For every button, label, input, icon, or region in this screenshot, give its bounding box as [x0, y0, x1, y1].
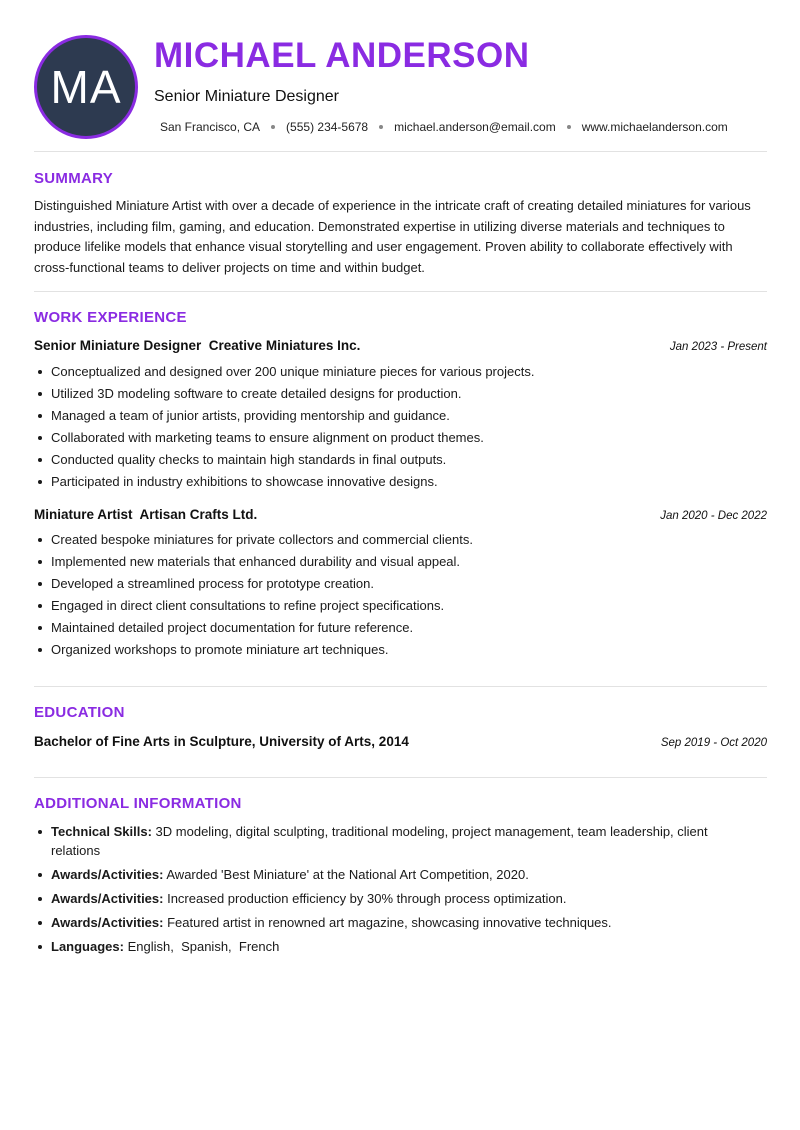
- list-item: Created bespoke miniatures for private collectors and commercial clients.: [34, 529, 767, 551]
- list-item: Developed a streamlined process for prototype creation.: [34, 573, 767, 595]
- item-text: Featured artist in renowned art magazine, showcasing innovative techniques.: [167, 915, 612, 930]
- job-dates: Jan 2023 - Present: [669, 341, 767, 353]
- additional-list: [34, 822, 724, 961]
- job-header: [34, 507, 767, 522]
- list-item: Implemented new materials that enhanced durability and visual appeal.: [34, 551, 767, 573]
- list-item: Conducted quality checks to maintain high standards in final outputs.: [34, 449, 767, 471]
- job-title: Miniature Artist Artisan Crafts Ltd.: [34, 507, 258, 522]
- list-item: Participated in industry exhibitions to showcase innovative designs.: [34, 471, 767, 493]
- contact-line: [160, 120, 728, 134]
- job-header: [34, 338, 767, 353]
- list-item: [34, 913, 724, 932]
- item-text: 3D modeling, digital sculpting, traditional modeling, project management, team leadership, client relations: [51, 824, 708, 858]
- avatar-initials: MA: [50, 61, 122, 113]
- divider: [34, 777, 767, 778]
- list-item: Engaged in direct client consultations to refine project specifications.: [34, 595, 767, 617]
- list-item: Collaborated with marketing teams to ensure alignment on product themes.: [34, 427, 767, 449]
- divider: [34, 686, 767, 687]
- item-text: Increased production efficiency by 30% through process optimization.: [167, 891, 567, 906]
- item-text: English, Spanish, French: [127, 939, 280, 954]
- list-item: [34, 889, 724, 908]
- divider: [34, 151, 767, 152]
- list-item: Utilized 3D modeling software to create detailed designs for production.: [34, 383, 767, 405]
- divider: [34, 291, 767, 292]
- list-item: Managed a team of junior artists, providing mentorship and guidance.: [34, 405, 767, 427]
- contact-phone: (555) 234-5678: [286, 120, 369, 134]
- job-bullets: [34, 361, 767, 493]
- separator-dot-icon: [567, 125, 571, 129]
- list-item: [34, 822, 724, 860]
- education-dates: Sep 2019 - Oct 2020: [660, 737, 767, 749]
- education-heading: EDUCATION: [34, 704, 125, 721]
- separator-dot-icon: [271, 125, 275, 129]
- summary-heading: SUMMARY: [34, 170, 114, 187]
- contact-location: San Francisco, CA: [160, 120, 261, 134]
- separator-dot-icon: [379, 125, 383, 129]
- avatar: [34, 35, 138, 139]
- job-dates: Jan 2020 - Dec 2022: [660, 510, 767, 522]
- list-item: [34, 865, 724, 884]
- contact-website[interactable]: www.michaelanderson.com: [581, 120, 728, 134]
- degree: Bachelor of Fine Arts in Sculpture, University of Arts, 2014: [34, 734, 409, 749]
- contact-email[interactable]: michael.anderson@email.com: [394, 120, 556, 134]
- item-label: Awards/Activities:: [51, 867, 164, 882]
- additional-heading: ADDITIONAL INFORMATION: [34, 795, 242, 812]
- list-item: Maintained detailed project documentation for future reference.: [34, 617, 767, 639]
- candidate-name: MICHAEL ANDERSON: [154, 36, 530, 75]
- item-label: Technical Skills:: [51, 824, 152, 839]
- job-title: Senior Miniature Designer Creative Miniatures Inc.: [34, 338, 361, 353]
- list-item: Organized workshops to promote miniature art techniques.: [34, 639, 767, 661]
- item-label: Awards/Activities:: [51, 915, 164, 930]
- item-label: Languages:: [51, 939, 124, 954]
- item-label: Awards/Activities:: [51, 891, 164, 906]
- experience-heading: WORK EXPERIENCE: [34, 309, 187, 326]
- job-bullets: [34, 529, 767, 661]
- list-item: [34, 937, 724, 956]
- item-text: Awarded 'Best Miniature' at the National Art Competition, 2020.: [166, 867, 529, 882]
- list-item: Conceptualized and designed over 200 unique miniature pieces for various projects.: [34, 361, 767, 383]
- summary-text: Distinguished Miniature Artist with over a decade of experience in the intricate craft of creating detailed miniatures for various industries, including film, gaming, and education. Demonstrated expertise in utilizing diverse materials and techniques to produce lifelike models that enhance visual storytelling and user engagement. Proven ability to collaborate effectively with cross-functional teams to deliver projects on time and within budget.: [34, 198, 751, 275]
- education-entry: [34, 734, 767, 749]
- candidate-role: Senior Miniature Designer: [154, 88, 339, 105]
